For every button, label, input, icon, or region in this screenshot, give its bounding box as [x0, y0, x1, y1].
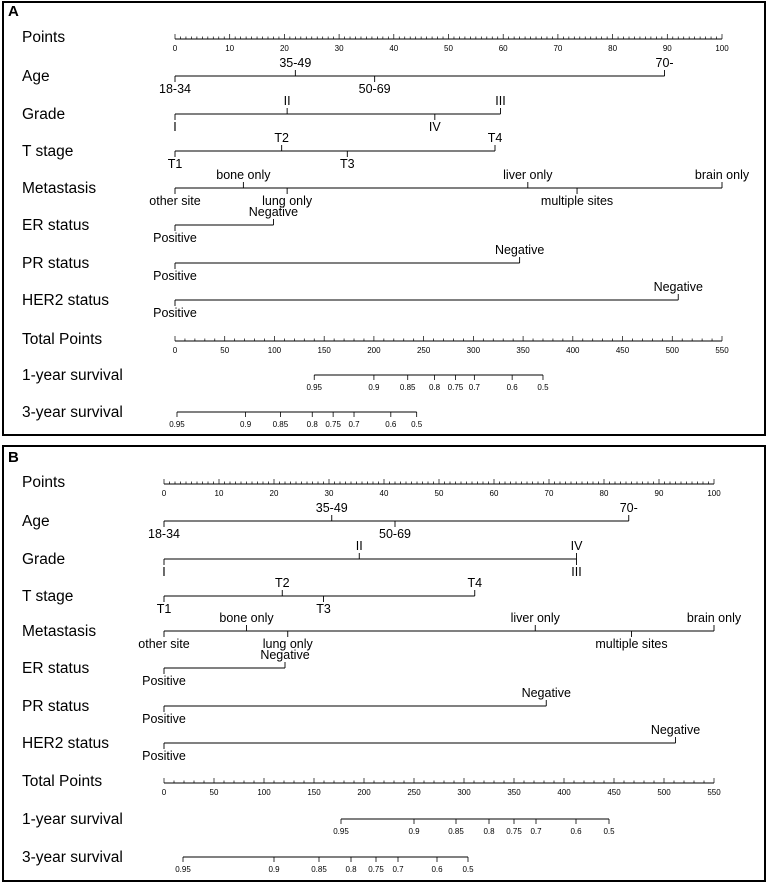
panel-a-age-level-label-50-69: 50-69	[358, 82, 391, 96]
panel-b-3-year-survival-tick-label-0-7: 0.7	[392, 865, 404, 874]
panel-a-grade-level-label-ii: II	[283, 94, 291, 108]
panel-a-pr-status-row-label: PR status	[22, 255, 90, 272]
panel-b-3-year-survival-tick-label-0-75: 0.75	[368, 865, 384, 874]
panel-a-er-status-row-label: ER status	[22, 217, 90, 234]
panel-a-3-year-survival-tick-label-0-95: 0.95	[169, 420, 185, 429]
panel-b-age-level-label-35-49: 35-49	[315, 501, 348, 515]
panel-a-grade-level-label-i: I	[173, 120, 177, 134]
panel-b-total-points-tick-label-0: 0	[161, 788, 167, 797]
panel-b-her2-status-level-label-positive: Positive	[142, 749, 186, 763]
panel-a-grade-row-label: Grade	[22, 106, 66, 123]
panel-a-t-stage-level-label-t4: T4	[487, 131, 503, 145]
panel-b-metastasis-row-label: Metastasis	[22, 623, 97, 640]
panel-b-1-year-survival-tick-label-0-5: 0.5	[603, 827, 615, 836]
panel-b-3-year-survival-tick-label-0-8: 0.8	[345, 865, 357, 874]
panel-a-points-tick-label-10: 10	[225, 44, 235, 53]
panel-a-total-points-tick-label-400: 400	[566, 346, 580, 355]
panel-a-her2-status-level-label-positive: Positive	[153, 306, 197, 320]
panel-b-grade-level-label-iii: III	[571, 565, 582, 579]
panel-b-her2-status-level-label-negative: Negative	[650, 723, 701, 737]
panel-a-total-points-tick-label-0: 0	[172, 346, 178, 355]
panel-a-3-year-survival-tick-label-0-85: 0.85	[272, 420, 289, 429]
panel-a-age-level-label-18-34: 18-34	[159, 82, 191, 96]
panel-a-metastasis-row-label: Metastasis	[22, 180, 97, 197]
panel-a-total-points-row-label: Total Points	[22, 331, 103, 348]
panel-b-metastasis-level-label-brain-only: brain only	[686, 611, 742, 625]
panel-b-points-tick-label-100: 100	[707, 489, 721, 498]
panel-a-her2-status-row-label: HER2 status	[22, 292, 110, 309]
panel-b-er-status-row-label: ER status	[22, 660, 90, 677]
panel-b-total-points-tick-label-100: 100	[257, 788, 271, 797]
panel-a-t-stage-level-label-t3: T3	[340, 157, 355, 171]
panel-a-3-year-survival-row-label: 3-year survival	[22, 404, 123, 421]
panel-a-3-year-survival-tick-label-0-75: 0.75	[325, 420, 341, 429]
panel-a-total-points-tick-label-150: 150	[317, 346, 331, 355]
panel-a-1-year-survival-tick-label-0-5: 0.5	[537, 383, 549, 392]
panel-a-metastasis-level-label-other-site: other site	[149, 194, 201, 208]
panel-b-pr-status-level-label-positive: Positive	[142, 712, 186, 726]
panel-b-t-stage-level-label-t1: T1	[156, 602, 172, 616]
panel-b-age-level-label-70: 70-	[619, 501, 638, 515]
panel-a-er-status-level-label-negative: Negative	[248, 205, 299, 219]
panel-a-total-points-tick-label-450: 450	[615, 346, 630, 355]
panel-a-t-stage-level-label-t1: T1	[167, 157, 183, 171]
panel-a-total-points-tick-label-100: 100	[267, 346, 282, 355]
panel-a-3-year-survival-tick-label-0-8: 0.8	[306, 420, 318, 429]
panel-b-t-stage-level-label-t2: T2	[274, 576, 290, 590]
panel-a-grade-level-label-iii: III	[495, 94, 506, 108]
panel-b-t-stage-row-label: T stage	[22, 588, 74, 605]
panel-a-metastasis-level-label-liver-only: liver only	[503, 168, 553, 182]
panel-b-points-tick-label-30: 30	[324, 489, 334, 498]
panel-a-total-points-tick-label-300: 300	[466, 346, 481, 355]
panel-b-age-level-label-18-34: 18-34	[148, 527, 180, 541]
panel-b-nomogram	[0, 444, 768, 883]
panel-b-1-year-survival-tick-label-0-95: 0.95	[333, 827, 349, 836]
panel-a-1-year-survival-tick-label-0-95: 0.95	[306, 383, 323, 392]
panel-a-1-year-survival-tick-label-0-6: 0.6	[506, 383, 518, 392]
panel-b-grade-row-label: Grade	[22, 551, 66, 568]
panel-a-total-points-tick-label-200: 200	[367, 346, 381, 355]
panel-b-total-points-tick-label-50: 50	[209, 788, 219, 797]
panel-a-total-points-tick-label-50: 50	[220, 346, 230, 355]
panel-a-3-year-survival-tick-label-0-5: 0.5	[411, 420, 423, 429]
panel-a-points-tick-label-30: 30	[334, 44, 344, 53]
panel-a-points-row-label: Points	[22, 29, 66, 46]
panel-a-3-year-survival-tick-label-0-6: 0.6	[385, 420, 397, 429]
panel-a-1-year-survival-tick-label-0-85: 0.85	[399, 383, 416, 392]
panel-b-metastasis-level-label-other-site: other site	[138, 637, 190, 651]
panel-b-pr-status-level-label-negative: Negative	[521, 686, 571, 700]
panel-b-points-tick-label-20: 20	[269, 489, 279, 498]
panel-b-3-year-survival-tick-label-0-95: 0.95	[175, 865, 191, 874]
panel-a-total-points-tick-label-350: 350	[516, 346, 530, 355]
panel-b-points-tick-label-80: 80	[599, 489, 609, 498]
panel-b-points-row-label: Points	[22, 474, 66, 491]
panel-b-age-row-label: Age	[22, 513, 50, 530]
panel-a-3-year-survival-tick-label-0-9: 0.9	[240, 420, 252, 429]
panel-b-3-year-survival-tick-label-0-85: 0.85	[311, 865, 327, 874]
panel-a-nomogram	[0, 0, 768, 437]
panel-b-age-level-label-50-69: 50-69	[379, 527, 411, 541]
panel-b-points-tick-label-90: 90	[654, 489, 664, 498]
panel-b-grade-level-label-i: I	[162, 565, 166, 579]
panel-b-pr-status-row-label: PR status	[22, 698, 90, 715]
panel-a-1-year-survival-tick-label-0-7: 0.7	[468, 383, 480, 392]
panel-b-points-tick-label-0: 0	[161, 489, 167, 498]
panel-b-grade-level-label-ii: II	[355, 539, 363, 553]
panel-b-t-stage-level-label-t3: T3	[316, 602, 331, 616]
panel-a-age-row-label: Age	[22, 68, 50, 85]
panel-b-metastasis-level-label-bone-only: bone only	[219, 611, 274, 625]
panel-b-1-year-survival-row-label: 1-year survival	[22, 811, 123, 828]
panel-a-metastasis-level-label-multiple-sites: multiple sites	[540, 194, 614, 208]
panel-b-label: B	[8, 449, 19, 466]
panel-b-1-year-survival-tick-label-0-6: 0.6	[570, 827, 582, 836]
panel-a-metastasis-level-label-brain-only: brain only	[694, 168, 750, 182]
panel-a-er-status-level-label-positive: Positive	[153, 231, 197, 245]
panel-a-t-stage-level-label-t2: T2	[274, 131, 289, 145]
panel-a-t-stage-row-label: T stage	[22, 143, 74, 160]
panel-b-grade-level-label-iv: IV	[570, 539, 583, 553]
panel-a-points-tick-label-70: 70	[553, 44, 563, 53]
panel-b-3-year-survival-tick-label-0-5: 0.5	[462, 865, 474, 874]
panel-a-age-level-label-35-49: 35-49	[279, 56, 312, 70]
panel-a-metastasis-level-label-lung-only: lung only	[262, 194, 313, 208]
panel-b-total-points-tick-label-150: 150	[307, 788, 321, 797]
panel-a-1-year-survival-tick-label-0-8: 0.8	[429, 383, 441, 392]
panel-b-total-points-tick-label-250: 250	[407, 788, 421, 797]
panel-b-her2-status-row-label: HER2 status	[22, 735, 110, 752]
panel-a-grade-level-label-iv: IV	[428, 120, 441, 134]
panel-b-1-year-survival-tick-label-0-75: 0.75	[506, 827, 522, 836]
panel-a-pr-status-level-label-negative: Negative	[494, 243, 545, 257]
panel-b-er-status-level-label-negative: Negative	[260, 648, 310, 662]
panel-b-total-points-row-label: Total Points	[22, 773, 103, 790]
panel-b-3-year-survival-tick-label-0-6: 0.6	[431, 865, 443, 874]
panel-a-3-year-survival-tick-label-0-7: 0.7	[348, 420, 360, 429]
panel-a-points-tick-label-60: 60	[498, 44, 508, 53]
panel-a-1-year-survival-tick-label-0-9: 0.9	[368, 383, 380, 392]
panel-b-total-points-tick-label-200: 200	[357, 788, 371, 797]
panel-a-1-year-survival-row-label: 1-year survival	[22, 367, 123, 384]
panel-b-points-tick-label-70: 70	[544, 489, 554, 498]
panel-b-total-points-tick-label-400: 400	[557, 788, 571, 797]
panel-a-points-tick-label-0: 0	[172, 44, 178, 53]
panel-a-points-tick-label-80: 80	[608, 44, 618, 53]
panel-a-her2-status-level-label-negative: Negative	[653, 280, 703, 294]
panel-b-total-points-tick-label-350: 350	[507, 788, 521, 797]
panel-a-metastasis-level-label-bone-only: bone only	[216, 168, 271, 182]
panel-b-total-points-tick-label-450: 450	[607, 788, 621, 797]
panel-b-1-year-survival-tick-label-0-9: 0.9	[408, 827, 420, 836]
panel-a	[0, 0, 768, 437]
panel-a-label: A	[8, 3, 19, 20]
panel-a-points-tick-label-100: 100	[715, 44, 729, 53]
panel-a-points-tick-label-50: 50	[444, 44, 453, 53]
panel-b-points-tick-label-10: 10	[214, 489, 224, 498]
panel-b-total-points-tick-label-550: 550	[707, 788, 721, 797]
panel-b-points-tick-label-50: 50	[434, 489, 444, 498]
panel-a-total-points-tick-label-500: 500	[665, 346, 679, 355]
panel-b-1-year-survival-tick-label-0-8: 0.8	[483, 827, 495, 836]
panel-b-total-points-tick-label-500: 500	[657, 788, 671, 797]
panel-a-total-points-tick-label-550: 550	[715, 346, 729, 355]
panel-b-points-tick-label-40: 40	[379, 489, 389, 498]
panel-a-points-tick-label-90: 90	[662, 44, 672, 53]
panel-b-metastasis-level-label-liver-only: liver only	[510, 611, 560, 625]
panel-b-t-stage-level-label-t4: T4	[467, 576, 483, 590]
panel-b-1-year-survival-tick-label-0-85: 0.85	[448, 827, 464, 836]
panel-b-metastasis-level-label-multiple-sites: multiple sites	[595, 637, 668, 651]
panel-a-total-points-tick-label-250: 250	[416, 346, 431, 355]
panel-a-1-year-survival-tick-label-0-75: 0.75	[447, 383, 464, 392]
panel-a-points-tick-label-20: 20	[279, 44, 289, 53]
panel-b-1-year-survival-tick-label-0-7: 0.7	[530, 827, 542, 836]
panel-b-metastasis-level-label-lung-only: lung only	[262, 637, 313, 651]
panel-b-total-points-tick-label-300: 300	[457, 788, 471, 797]
panel-a-age-level-label-70: 70-	[655, 56, 674, 70]
panel-a-points-tick-label-40: 40	[389, 44, 399, 53]
panel-b-er-status-level-label-positive: Positive	[142, 674, 186, 688]
panel-b-points-tick-label-60: 60	[489, 489, 499, 498]
panel-b	[0, 444, 768, 883]
panel-a-pr-status-level-label-positive: Positive	[153, 269, 197, 283]
panel-b-3-year-survival-row-label: 3-year survival	[22, 849, 123, 866]
panel-b-3-year-survival-tick-label-0-9: 0.9	[268, 865, 280, 874]
